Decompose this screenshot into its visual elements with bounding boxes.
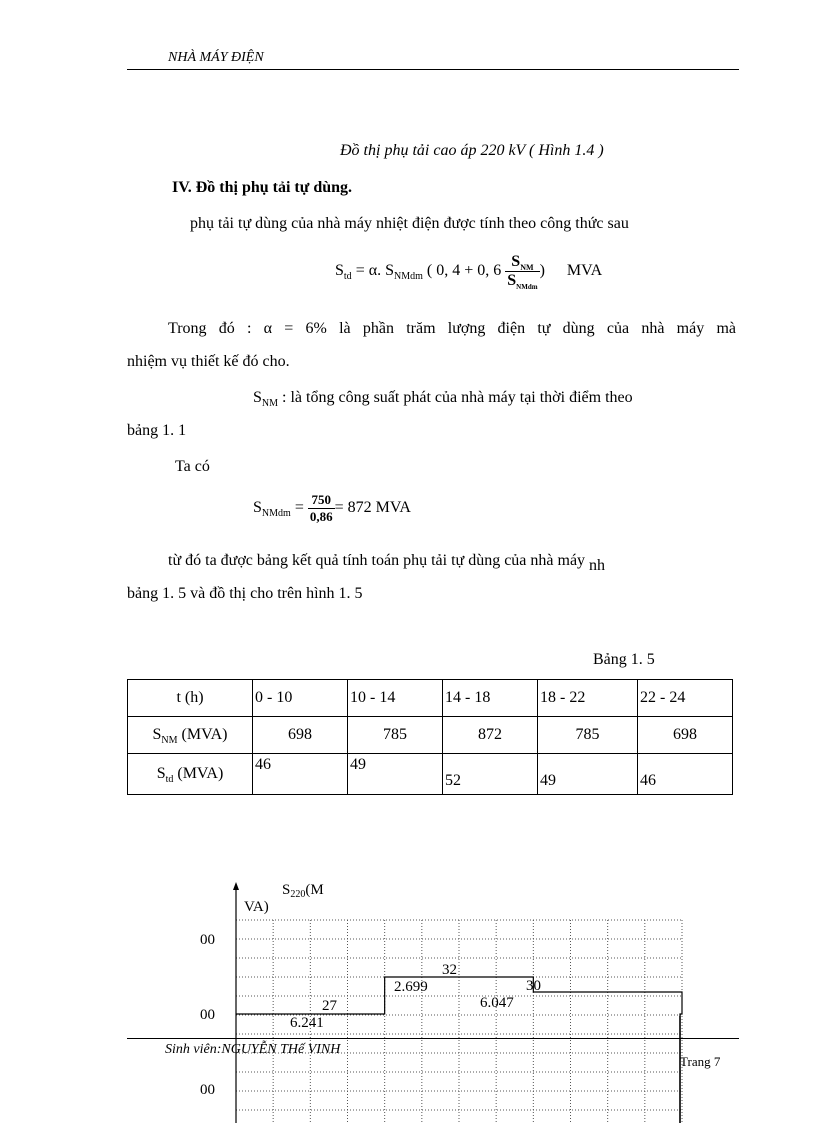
data-label: 30 (526, 978, 541, 994)
y-tick-label: 00 (200, 932, 215, 948)
f2-lhs: S (253, 499, 262, 517)
figure-1-4-caption: Đồ thị phụ tải cao áp 220 kV ( Hình 1.4 ) (340, 142, 604, 159)
fraction-num: S (511, 253, 521, 270)
table-cell: 49 (348, 754, 443, 795)
table-cell: 872 (443, 717, 538, 754)
label-unit: (MVA) (173, 765, 224, 782)
f2-eq: = (290, 499, 308, 517)
intro-paragraph: phụ tải tự dùng của nhà máy nhiệt điện được tính theo công thức sau (190, 215, 629, 232)
label-main: S (152, 726, 162, 743)
snm-main: S (253, 389, 262, 406)
fraction-den-sub: NMdm (516, 283, 538, 291)
data-labels (290, 962, 541, 1031)
result-line2: bảng 1. 5 và đồ thị cho trên hình 1. 5 (127, 585, 363, 602)
table-header-cell: 0 - 10 (253, 680, 348, 717)
f2-rhs: = 872 MVA (334, 499, 411, 517)
taco-text: Ta có (175, 458, 210, 475)
footer-page-number: Trang 7 (680, 1054, 721, 1069)
data-label: 6.047 (480, 995, 514, 1011)
y-axis-label: $S_{220}(M$ (282, 882, 324, 900)
table-cell: 52 (443, 754, 538, 795)
y-axis-label-line2: VA) (244, 899, 269, 915)
f2-den: 0,86 (309, 509, 333, 524)
fraction-num-sub: NM (520, 263, 534, 272)
footer-student: Sinh viên:NGUYỄN THế VINH (165, 1042, 341, 1057)
y-tick-label: 00 (200, 1007, 215, 1023)
table-cell: 785 (538, 717, 638, 754)
table-cell: 785 (348, 717, 443, 754)
y-tick-label: 00 (200, 1082, 215, 1098)
section-heading: IV. Đồ thị phụ tải tự dùng. (172, 179, 353, 196)
data-label: 6.241 (290, 1015, 324, 1031)
table-header-cell: t (h) (128, 680, 253, 717)
snm-definition-line2: bảng 1. 1 (127, 422, 187, 439)
explain-line2: nhiệm vụ thiết kế đó cho. (127, 353, 290, 370)
label-sub: NM (161, 735, 178, 746)
table-cell: 698 (253, 717, 348, 754)
table-cell: 46 (253, 754, 348, 795)
snm-text: : là tổng công suất phát của nhà máy tại thời điểm theo (278, 389, 633, 406)
explain-line1: Trong đó : α = 6% là phần trăm lượng điện tự dùng của nhà máy mà (168, 320, 736, 337)
table-header-cell: 22 - 24 (638, 680, 733, 717)
table-header-cell: 18 - 22 (538, 680, 638, 717)
formula-s-sub: NMdm (394, 271, 423, 283)
table-cell: 46 (638, 754, 733, 795)
table-cell: 698 (638, 717, 733, 754)
formula-close: ) (539, 262, 545, 280)
formula-eq: = α. S (351, 262, 394, 280)
f2-lhs-sub: NMdm (261, 508, 291, 520)
formula-lhs: S (335, 262, 344, 280)
table-header-cell: 14 - 18 (443, 680, 538, 717)
snm-sub: NM (261, 398, 279, 409)
label-unit: (MVA) (177, 726, 228, 743)
y-axis-arrow-icon (233, 882, 239, 890)
label-main: S (156, 765, 166, 782)
footer-divider (127, 1038, 739, 1039)
table-caption: Bảng 1. 5 (593, 651, 655, 668)
table-cell: 49 (538, 754, 638, 795)
formula-unit: MVA (566, 262, 603, 280)
result-line1-text: từ đó ta được bảng kết quả tính toán phụ tải tự dùng của nhà máy (168, 552, 586, 569)
formula-open: ( 0, 4 + 0, 6 (422, 262, 506, 280)
table-header-cell: 10 - 14 (348, 680, 443, 717)
data-label: 32 (442, 962, 457, 978)
formula-lhs-sub: td (343, 271, 352, 283)
data-label: 27 (322, 998, 337, 1014)
f2-num: 750 (308, 492, 335, 509)
data-label: 2.699 (394, 979, 428, 995)
fraction-den: S (507, 272, 517, 289)
result-line1-tail: nh (589, 557, 606, 574)
label-sub: td (165, 774, 174, 785)
header-title: NHÀ MÁY ĐIỆN (168, 50, 264, 65)
